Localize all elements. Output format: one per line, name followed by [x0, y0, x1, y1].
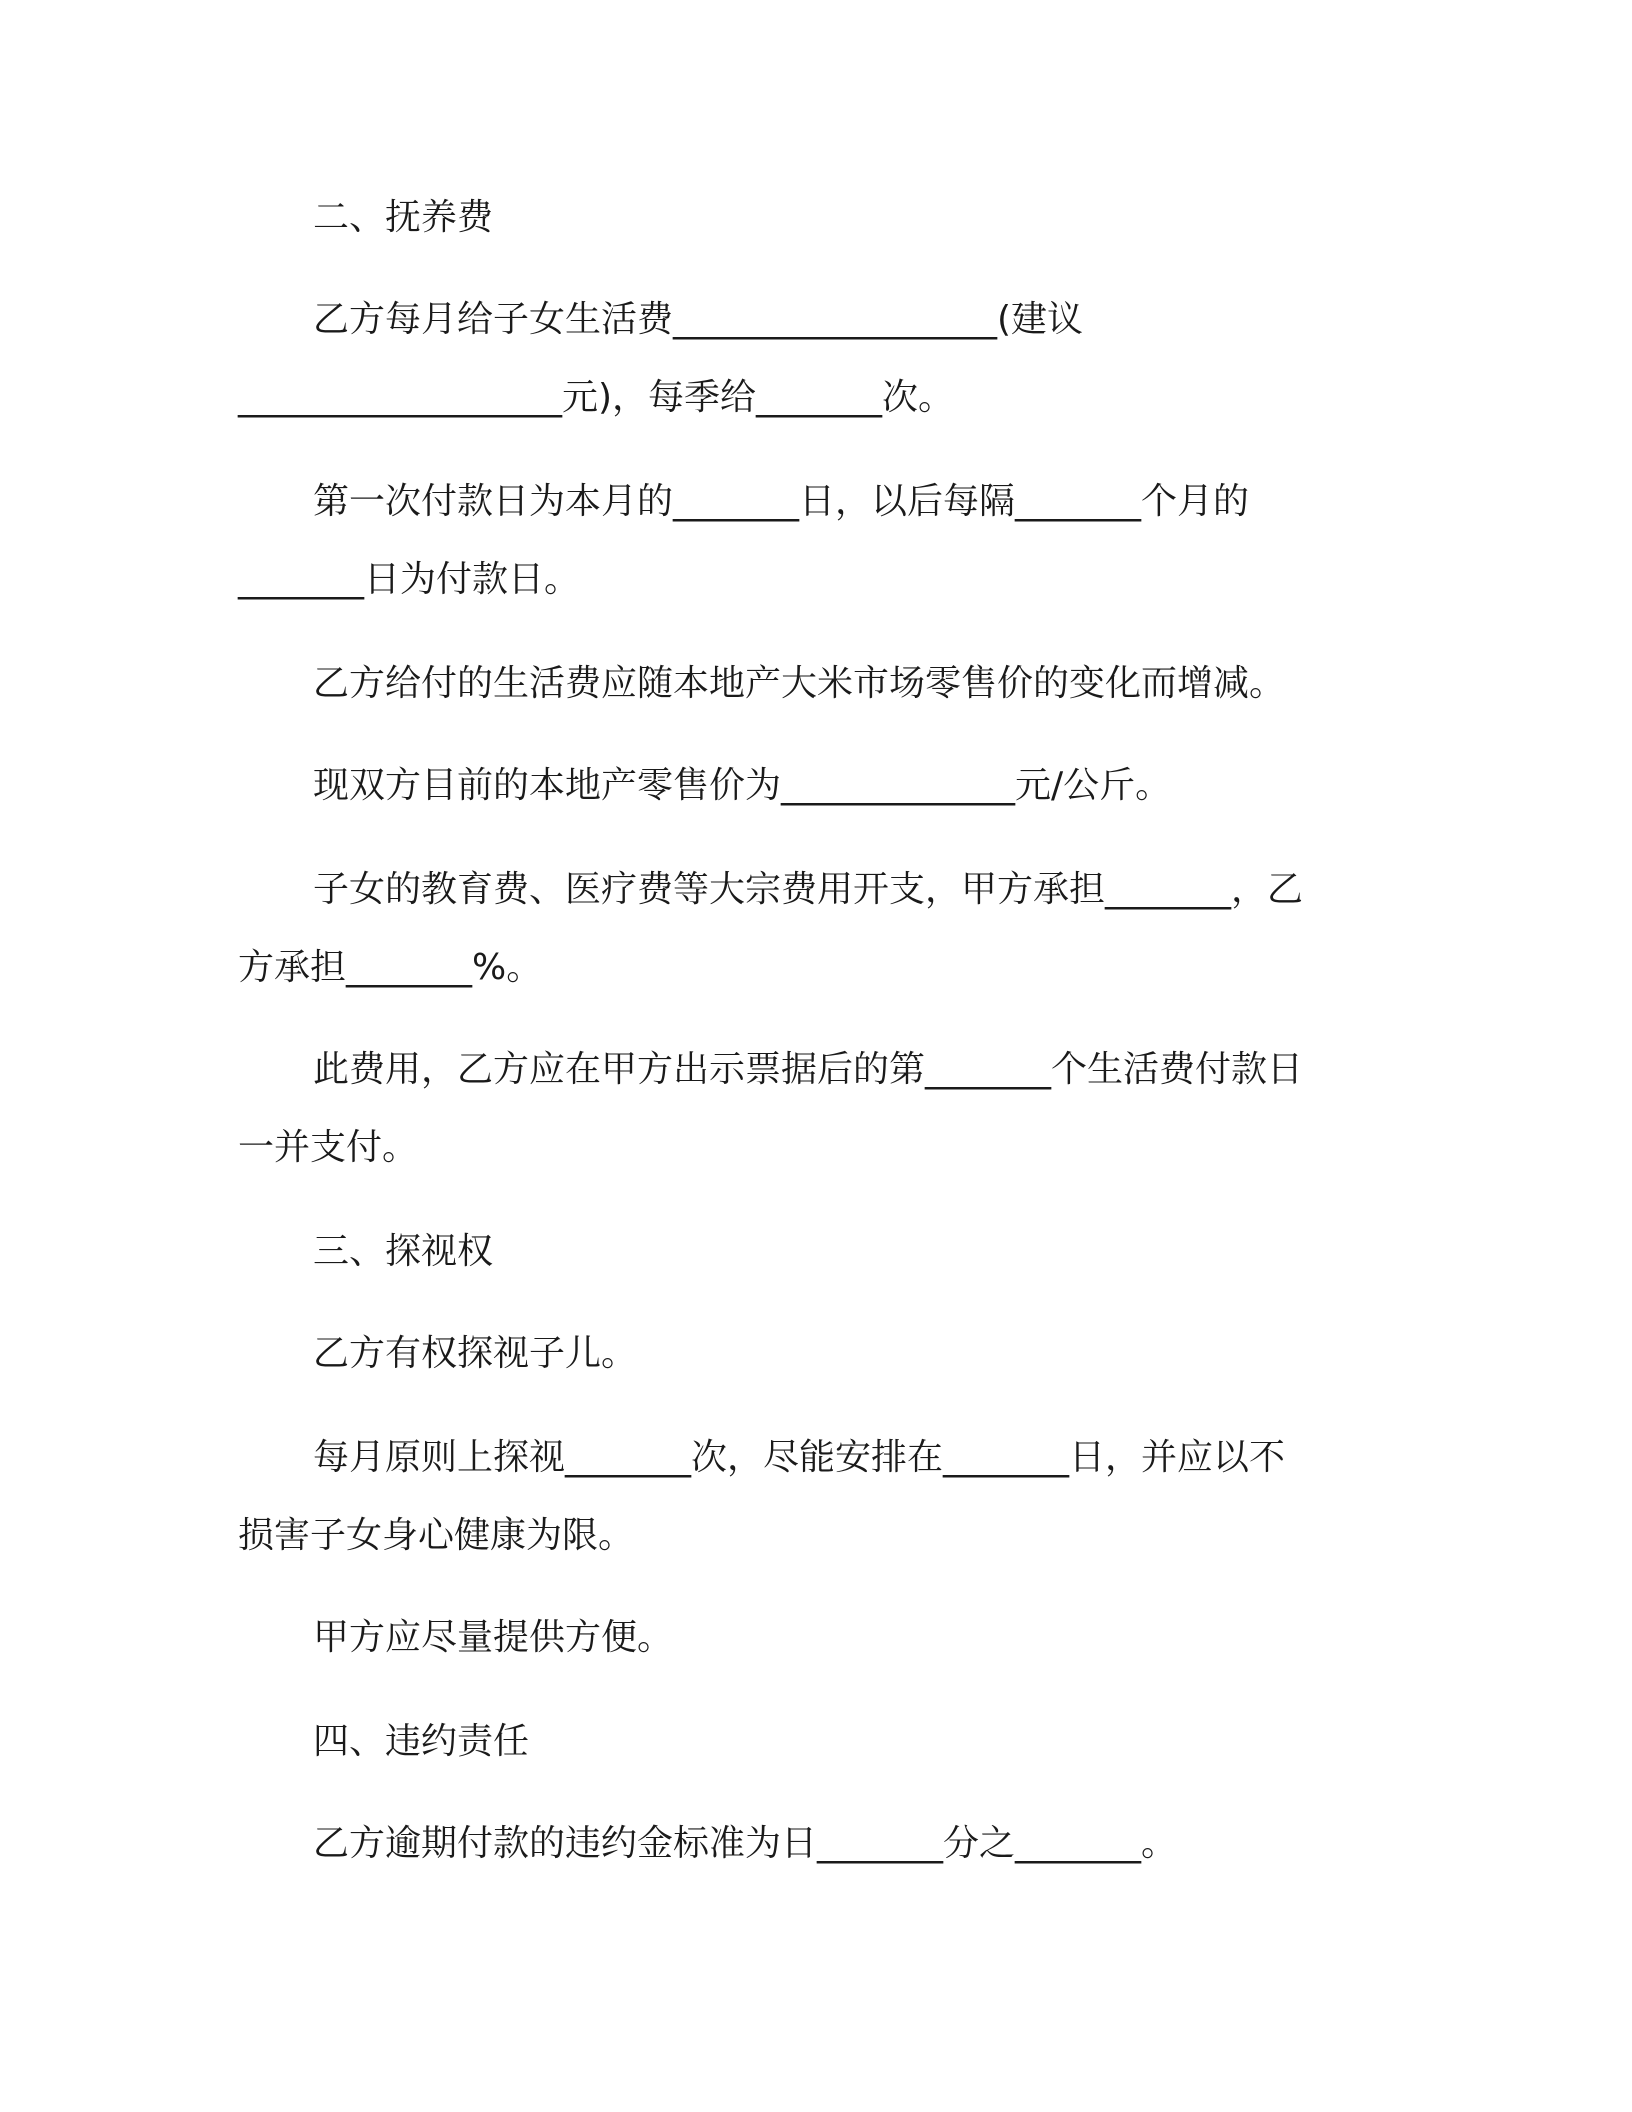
- paragraph-line: 乙方每月给子女生活费__________________(建议: [313, 299, 1084, 340]
- section-heading-support: 二、抚养费: [313, 197, 494, 238]
- paragraph-line: 损害子女身心健康为限。: [238, 1515, 635, 1556]
- paragraph-line: 乙方给付的生活费应随本地产大米市场零售价的变化而增减。: [313, 663, 1286, 704]
- paragraph-line: 子女的教育费、医疗费等大宗费用开支，甲方承担_______，乙: [313, 869, 1304, 910]
- paragraph-line: 现双方目前的本地产零售价为_____________元/公斤。: [313, 765, 1172, 806]
- section-heading-liability: 四、违约责任: [313, 1721, 530, 1762]
- paragraph-line: 每月原则上探视_______次，尽能安排在_______日，并应以不: [313, 1437, 1286, 1478]
- paragraph-line: 乙方逾期付款的违约金标准为日_______分之_______。: [313, 1823, 1178, 1864]
- paragraph-line: 此费用，乙方应在甲方出示票据后的第_______个生活费付款日: [313, 1049, 1304, 1090]
- paragraph-line: 一并支付。: [238, 1127, 419, 1168]
- paragraph-line: 甲方应尽量提供方便。: [313, 1617, 674, 1658]
- paragraph-line: __________________元)，每季给_______次。: [238, 377, 955, 418]
- paragraph-line: 方承担_______%。: [238, 947, 543, 988]
- paragraph-line: _______日为付款日。: [238, 559, 581, 600]
- section-heading-visitation: 三、探视权: [313, 1231, 494, 1272]
- paragraph-line: 第一次付款日为本月的_______日，以后每隔_______个月的: [313, 481, 1250, 522]
- paragraph-line: 乙方有权探视子儿。: [313, 1333, 638, 1374]
